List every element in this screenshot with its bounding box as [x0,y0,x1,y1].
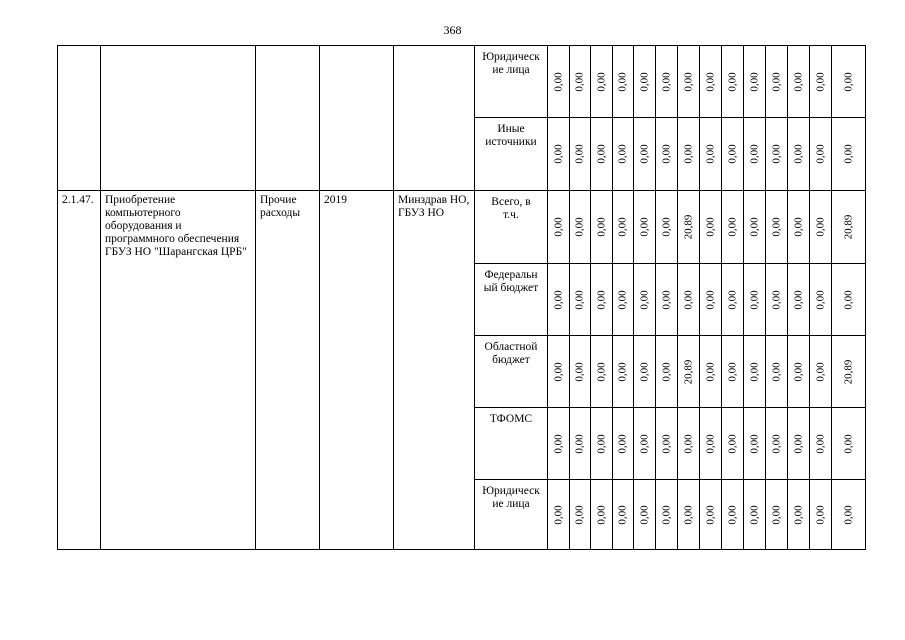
value-text: 0,00 [573,433,586,454]
value-text: 0,00 [660,504,672,525]
value-cell [722,118,744,191]
value-cell [591,408,613,480]
value-text: 0,00 [552,144,564,164]
value-text: 0,00 [552,504,564,525]
value-cell [678,191,700,264]
value-text: 0,00 [770,289,782,310]
value-cell [678,118,700,191]
value-cell [634,118,656,191]
year-cell [320,46,394,191]
value-text: 0,00 [682,71,694,92]
value-text: 0,00 [814,289,826,310]
value-text: 0,00 [638,361,650,382]
value-cell [678,408,700,480]
source-cell: Иные источники [475,118,548,191]
value-cell [722,46,744,118]
value-text: 0,00 [616,433,629,454]
value-cell [656,336,678,408]
value-text: 0,00 [638,71,650,92]
value-text: 0,00 [726,433,738,454]
value-text: 0,00 [770,504,782,525]
value-cell [788,264,810,336]
value-text: 0,00 [704,289,716,310]
value-cell [788,336,810,408]
value-text: 0,00 [792,504,804,525]
value-cell [678,46,700,118]
value-cell [766,336,788,408]
value-text: 0,00 [792,361,804,382]
value-cell [634,408,656,480]
num-cell [58,46,101,191]
value-cell [744,118,766,191]
source-cell: ТФОМС [475,408,548,480]
value-cell [832,46,866,118]
value-cell [700,480,722,550]
value-cell [656,408,678,480]
value-cell [548,336,570,408]
value-cell [788,480,810,550]
value-cell [570,191,591,264]
value-text: 0,00 [595,217,607,237]
value-cell [678,264,700,336]
value-text: 0,00 [595,71,607,92]
value-text: 0,00 [704,361,716,382]
value-text: 0,00 [616,361,629,382]
value-cell [634,480,656,550]
value-text: 20,89 [682,359,694,384]
value-cell [591,336,613,408]
value-cell [810,336,832,408]
value-cell [722,264,744,336]
value-cell [810,408,832,480]
item-type: Прочие расходы [256,191,320,550]
value-text: 0,00 [616,71,629,92]
value-text: 0,00 [748,504,760,525]
value-text: 0,00 [682,144,694,164]
value-cell [744,480,766,550]
value-cell [810,480,832,550]
value-cell [613,480,634,550]
value-cell [700,118,722,191]
value-text: 0,00 [704,504,716,525]
value-text: 0,00 [814,361,826,382]
value-text: 0,00 [595,433,607,454]
value-cell [744,264,766,336]
value-cell [810,191,832,264]
value-cell [766,191,788,264]
value-text: 0,00 [770,71,782,92]
value-text: 0,00 [792,289,804,310]
value-text: 0,00 [726,71,738,92]
value-text: 0,00 [748,289,760,310]
value-cell [656,264,678,336]
value-text: 0,00 [814,144,826,164]
value-text: 0,00 [748,144,760,164]
value-text: 0,00 [842,144,854,164]
value-text: 0,00 [660,289,672,310]
item-name: Приобретение компьютерного оборудования и программного обеспечения ГБУЗ НО "Шарангская ЦРБ" [101,191,256,550]
value-cell [591,480,613,550]
value-cell [591,191,613,264]
value-cell [744,46,766,118]
value-text: 0,00 [814,504,826,525]
value-cell [700,336,722,408]
value-text: 0,00 [792,144,804,164]
value-text: 0,00 [814,433,826,454]
source-cell: Юридическ ие лица [475,480,548,550]
value-text: 0,00 [842,433,854,454]
source-cell: Юридическ ие лица [475,46,548,118]
value-cell [788,191,810,264]
value-text: 0,00 [595,144,607,164]
value-text: 0,00 [814,217,826,237]
value-cell [832,336,866,408]
value-text: 0,00 [573,217,586,237]
value-text: 0,00 [552,361,564,382]
budget-table [57,45,866,550]
value-text: 0,00 [573,71,586,92]
item-executor: Минздрав НО, ГБУЗ НО [394,191,475,550]
value-text: 20,89 [842,214,854,240]
value-cell [766,118,788,191]
value-text: 0,00 [770,433,782,454]
value-cell [788,46,810,118]
value-cell [570,336,591,408]
value-cell [744,408,766,480]
value-text: 0,00 [638,504,650,525]
value-text: 0,00 [595,504,607,525]
value-cell [634,191,656,264]
value-text: 0,00 [638,433,650,454]
value-text: 0,00 [660,144,672,164]
value-cell [810,118,832,191]
value-text: 0,00 [638,217,650,237]
value-cell [656,191,678,264]
value-text: 0,00 [770,144,782,164]
value-cell [832,264,866,336]
value-text: 0,00 [660,433,672,454]
value-cell [591,118,613,191]
value-cell [788,118,810,191]
value-cell [634,336,656,408]
value-text: 0,00 [616,217,629,237]
value-cell [656,480,678,550]
value-text: 0,00 [792,433,804,454]
source-cell: Федеральн ый бюджет [475,264,548,336]
value-text: 0,00 [552,289,564,310]
value-cell [591,46,613,118]
value-cell [656,46,678,118]
value-cell [548,191,570,264]
value-cell [613,408,634,480]
value-text: 0,00 [638,144,650,164]
value-text: 0,00 [748,217,760,237]
value-text: 0,00 [704,217,716,237]
item-year: 2019 [320,191,394,550]
value-cell [766,264,788,336]
value-cell [634,264,656,336]
executor-cell [394,46,475,191]
value-cell [570,480,591,550]
value-cell [548,264,570,336]
value-text: 0,00 [770,217,782,237]
value-cell [570,264,591,336]
value-cell [591,264,613,336]
value-text: 0,00 [842,71,854,92]
value-cell [613,264,634,336]
value-cell [548,408,570,480]
value-cell [548,480,570,550]
value-cell [700,191,722,264]
value-cell [766,408,788,480]
value-cell [570,118,591,191]
value-text: 0,00 [770,361,782,382]
value-text: 0,00 [748,361,760,382]
value-cell [832,191,866,264]
value-cell [678,480,700,550]
value-text: 0,00 [842,504,854,525]
value-cell [613,336,634,408]
value-text: 0,00 [595,289,607,310]
value-cell [744,191,766,264]
value-cell [832,118,866,191]
value-text: 0,00 [573,289,586,310]
value-text: 0,00 [748,71,760,92]
value-cell [722,191,744,264]
value-text: 0,00 [726,217,738,237]
value-text: 0,00 [682,433,694,454]
value-text: 0,00 [792,71,804,92]
value-text: 0,00 [726,504,738,525]
table-row [58,46,866,118]
source-cell: Областной бюджет [475,336,548,408]
value-cell [832,480,866,550]
value-text: 0,00 [552,217,564,237]
value-text: 20,89 [682,214,694,240]
value-cell [613,118,634,191]
value-text: 0,00 [573,361,586,382]
value-text: 0,00 [573,144,586,164]
value-text: 0,00 [792,217,804,237]
value-cell [810,264,832,336]
value-text: 0,00 [573,504,586,525]
value-cell [678,336,700,408]
value-text: 0,00 [704,71,716,92]
value-text: 0,00 [552,433,564,454]
value-text: 0,00 [682,504,694,525]
value-cell [788,408,810,480]
value-cell [656,118,678,191]
value-text: 0,00 [814,71,826,92]
value-text: 0,00 [704,144,716,164]
page-number: 368 [443,23,462,37]
name-cell [101,46,256,191]
value-text: 0,00 [660,217,672,237]
value-text: 0,00 [748,433,760,454]
value-text: 0,00 [726,144,738,164]
value-cell [570,408,591,480]
value-cell [634,46,656,118]
value-text: 20,89 [842,359,854,384]
value-cell [744,336,766,408]
value-text: 0,00 [616,504,629,525]
value-text: 0,00 [660,71,672,92]
value-cell [548,118,570,191]
value-text: 0,00 [842,289,854,310]
type-cell [256,46,320,191]
value-cell [613,191,634,264]
value-cell [722,408,744,480]
value-text: 0,00 [682,289,694,310]
table-row [58,191,866,264]
value-cell [700,264,722,336]
value-cell [613,46,634,118]
value-cell [810,46,832,118]
value-text: 0,00 [660,361,672,382]
value-text: 0,00 [726,361,738,382]
value-cell [700,46,722,118]
value-cell [722,480,744,550]
value-cell [722,336,744,408]
value-text: 0,00 [552,71,564,92]
value-text: 0,00 [704,433,716,454]
item-number: 2.1.47. [58,191,101,550]
value-text: 0,00 [616,289,629,310]
value-text: 0,00 [638,289,650,310]
value-text: 0,00 [616,144,629,164]
value-cell [832,408,866,480]
value-cell [766,480,788,550]
value-text: 0,00 [595,361,607,382]
source-cell: Всего, в т.ч. [475,191,548,264]
value-text: 0,00 [726,289,738,310]
value-cell [700,408,722,480]
value-cell [548,46,570,118]
value-cell [570,46,591,118]
value-cell [766,46,788,118]
